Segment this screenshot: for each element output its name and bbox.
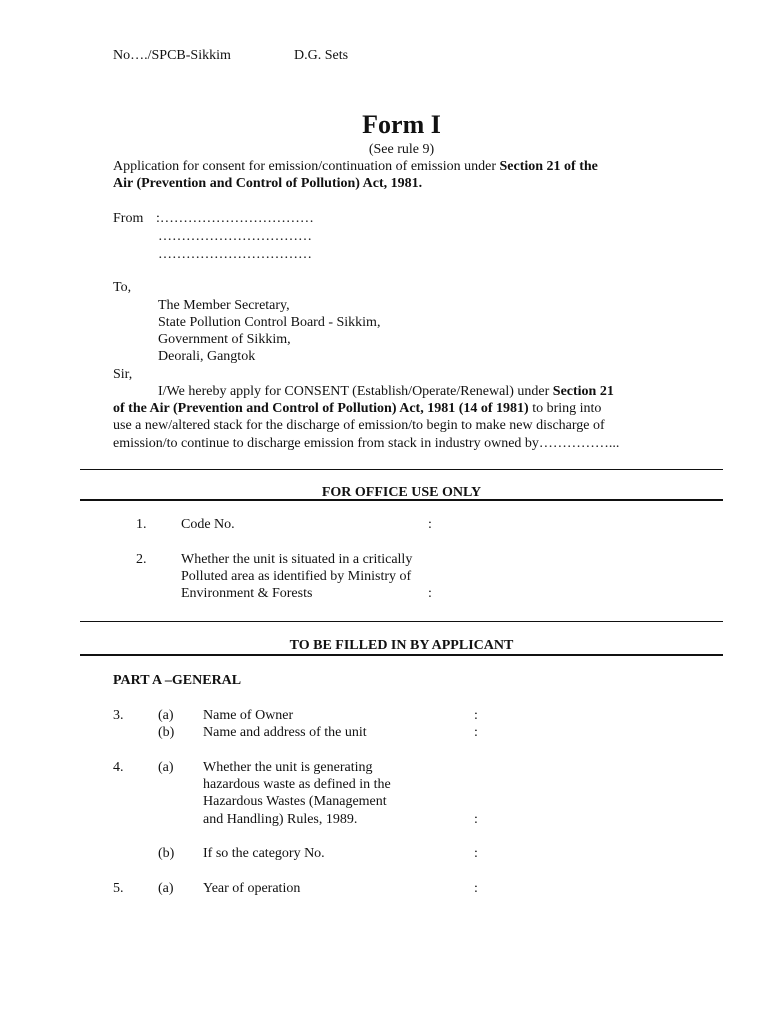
divider-bottom-applicant — [80, 654, 723, 656]
divider-top-office — [80, 469, 723, 470]
applicant-item-3b-label: Name and address of the unit — [203, 725, 367, 740]
to-line-2: State Pollution Control Board - Sikkim, — [158, 315, 381, 330]
salutation: Sir, — [113, 367, 133, 382]
part-a-heading — [113, 672, 241, 689]
office-item-1-label: Code No. — [181, 517, 235, 532]
divider-bottom-office — [80, 499, 723, 501]
applicant-item-4a-line-4: and Handling) Rules, 1989. — [203, 812, 358, 827]
office-item-2-colon: : — [428, 586, 432, 601]
applicant-item-5a-sub: (a) — [158, 881, 174, 896]
applicant-item-4a-colon: : — [474, 812, 478, 827]
application-line-2-bold: Air (Prevention and Control of Pollution) Act, 1981. — [113, 176, 423, 191]
divider-top-applicant — [80, 621, 723, 622]
letter-line-1 — [158, 383, 614, 400]
letter-line-2 — [113, 400, 601, 417]
office-item-2-line-3: Environment & Forests — [181, 586, 313, 601]
office-item-2-number: 2. — [136, 552, 147, 567]
applicant-item-4b-sub: (b) — [158, 846, 175, 861]
applicant-item-3b-sub: (b) — [158, 725, 175, 740]
to-line-1: The Member Secretary, — [158, 298, 290, 313]
part-a-heading-text: PART A –GENERAL — [113, 673, 242, 688]
applicant-item-4b-label: If so the category No. — [203, 846, 325, 861]
applicant-item-4-number: 4. — [113, 760, 124, 775]
applicant-item-4b-colon: : — [474, 846, 478, 861]
applicant-item-4a-line-1: Whether the unit is generating — [203, 760, 373, 775]
applicant-item-4a-line-3: Hazardous Wastes (Management — [203, 794, 387, 809]
applicant-item-3-number: 3. — [113, 708, 124, 723]
office-item-1-number: 1. — [136, 517, 147, 532]
office-item-2-line-1: Whether the unit is situated in a critically — [181, 552, 413, 567]
application-line-1-bold: Section 21 of the — [499, 159, 598, 174]
applicant-item-3a-colon: : — [474, 708, 478, 723]
document-subject: D.G. Sets — [294, 48, 349, 63]
office-item-1-colon: : — [428, 517, 432, 532]
applicant-heading — [80, 637, 723, 654]
letter-line-3: use a new/altered stack for the discharge of emission/to begin to make new discharge of — [113, 418, 605, 433]
letter-line-4: emission/to continue to discharge emission from stack in industry owned by……………... — [113, 436, 620, 451]
form-title: Form I — [362, 110, 441, 139]
letter-line-1-bold: Section 21 — [552, 384, 614, 399]
applicant-item-5a-colon: : — [474, 881, 478, 896]
applicant-item-3b-colon: : — [474, 725, 478, 740]
applicant-item-5a-label: Year of operation — [203, 881, 301, 896]
applicant-item-5-number: 5. — [113, 881, 124, 896]
office-use-heading-text: FOR OFFICE USE ONLY — [321, 485, 482, 500]
applicant-item-4a-sub: (a) — [158, 760, 174, 775]
letter-line-2-bold: of the Air (Prevention and Control of Pollution) Act, 1981 (14 of 1981) — [113, 401, 529, 416]
applicant-item-3a-sub: (a) — [158, 708, 174, 723]
to-label: To, — [113, 280, 132, 295]
applicant-item-3a-label: Name of Owner — [203, 708, 294, 723]
to-line-4: Deorali, Gangtok — [158, 349, 256, 364]
from-line-3: …………………………… — [158, 247, 312, 262]
application-line-1 — [113, 158, 598, 175]
form-rule: (See rule 9) — [368, 142, 435, 157]
application-line-1-plain: Application for consent for emission/continuation of emission under — [113, 159, 500, 174]
from-line-1: :…………………………… — [156, 211, 314, 226]
reference-number: No…./SPCB-Sikkim — [113, 48, 231, 63]
letter-line-2-plain: to bring into — [528, 401, 602, 416]
office-item-2-line-2: Polluted area as identified by Ministry of — [181, 569, 412, 584]
from-line-2: …………………………… — [158, 229, 312, 244]
to-line-3: Government of Sikkim, — [158, 332, 291, 347]
applicant-heading-text: TO BE FILLED IN BY APPLICANT — [289, 638, 514, 653]
letter-line-1-plain: I/We hereby apply for CONSENT (Establish/Operate/Renewal) under — [158, 384, 553, 399]
applicant-item-4a-line-2: hazardous waste as defined in the — [203, 777, 391, 792]
application-line-2 — [113, 175, 422, 192]
from-label: From — [113, 211, 144, 226]
